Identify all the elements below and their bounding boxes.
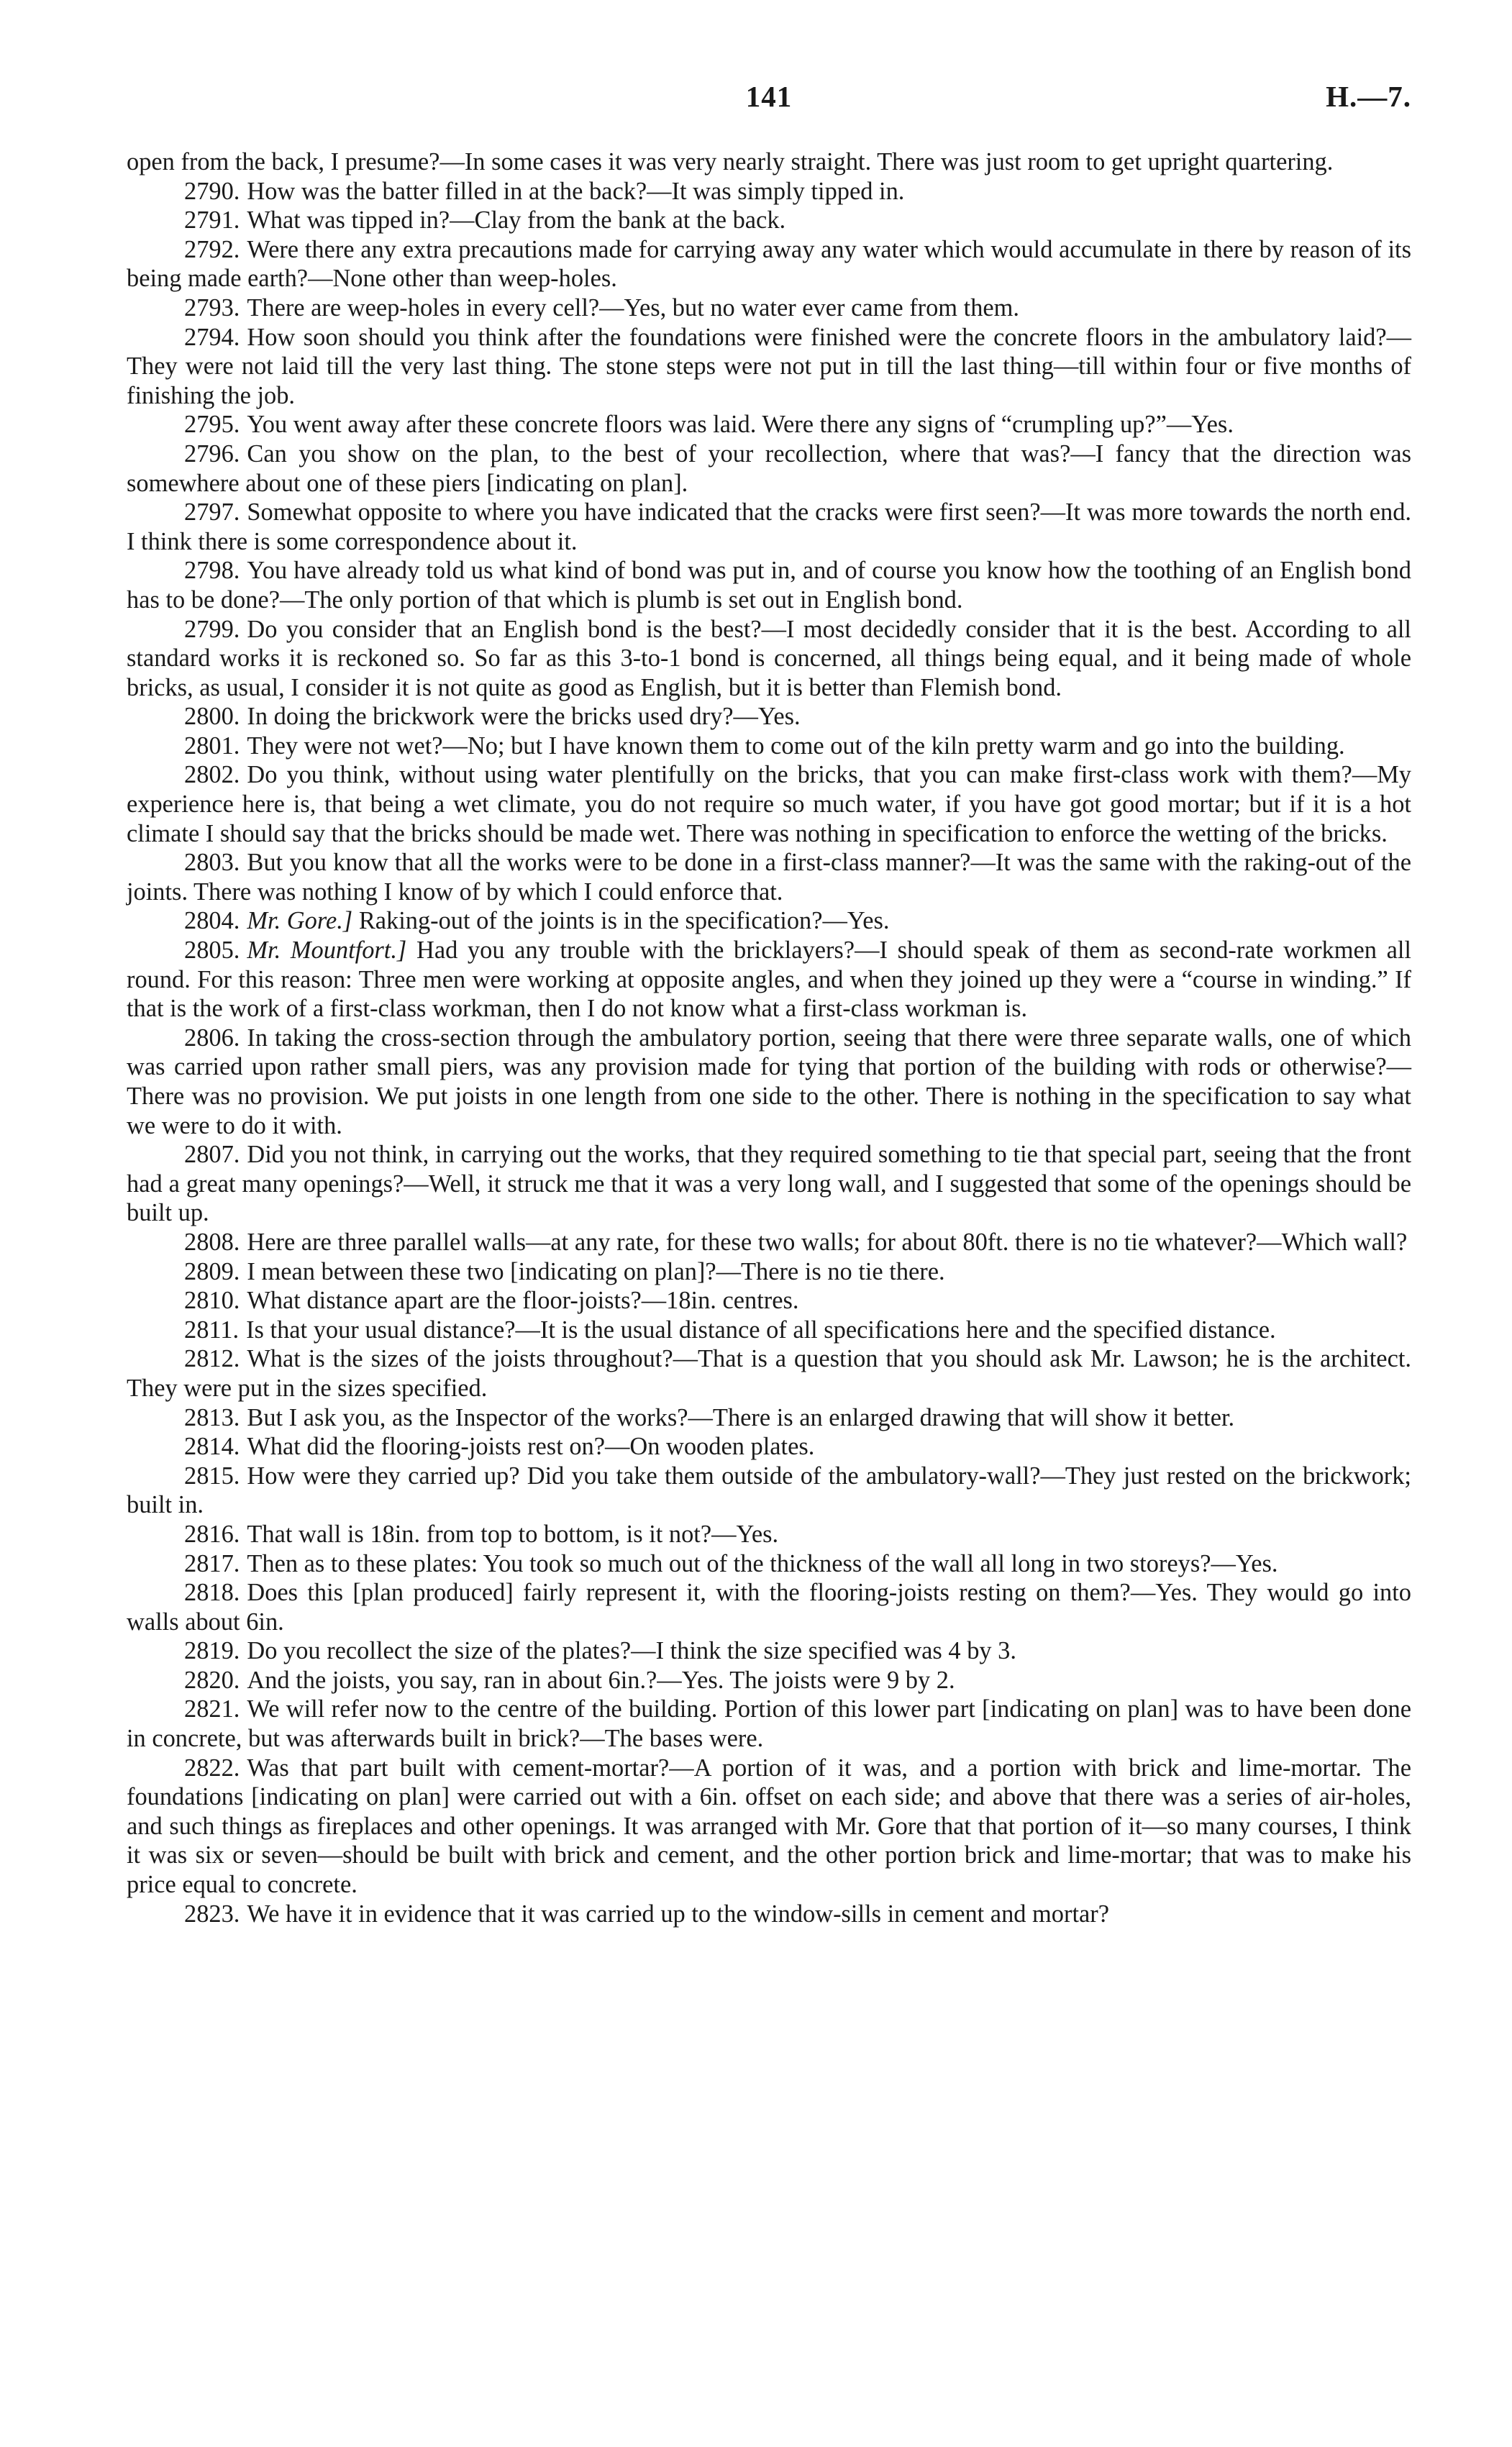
question-text: But you know that all the works were to be done in a first-class manner?—It was the same with the raking-out of the joints. There was nothing I know of by which I could enforce that. [127,849,1411,906]
question-text: And the joists, you say, ran in about 6in.?—Yes. The joists were 9 by 2. [247,1666,955,1694]
question-number: 2807. [184,1141,240,1169]
page-header [127,79,1411,122]
question-number: 2796. [184,439,240,468]
question-paragraph [127,906,1411,936]
question-paragraph [127,1549,1411,1579]
question-paragraph [127,1695,1411,1753]
question-number: 2810. [184,1287,240,1315]
question-number: 2792. [184,235,240,263]
question-text: But I ask you, as the Inspector of the works?—There is an enlarged drawing that will show it better. [247,1403,1235,1431]
question-text: Here are three parallel walls—at any rate, for these two walls; for about 80ft. there is no tie whatever?—Which wall? [247,1228,1408,1256]
question-number: 2801. [184,732,240,760]
speaker-label: Mr. Gore.] [247,907,353,935]
question-text: Somewhat opposite to where you have indicated that the cracks were first seen?—It was more towards the north end. I think there is some correspondence about it. [127,498,1411,555]
question-text: They were not wet?—No; but I have known them to come out of the kiln pretty warm and go into the building. [247,732,1345,760]
question-paragraph [127,1140,1411,1228]
question-text: Had you any trouble with the bricklayers?—I should speak of them as second-rate workmen all round. For this reason: Three men were working at opposite angles, and when they joined up they were a “course in winding.” If that is the work of a first-class workman, then I do not know what a first-class workman is. [127,937,1411,1023]
question-text: How were they carried up? Did you take them outside of the ambulatory-wall?—They just rested on the brickwork; built in. [127,1462,1411,1519]
question-paragraph [127,235,1411,293]
question-paragraph [127,498,1411,556]
question-number: 2808. [184,1228,240,1256]
question-text: Do you consider that an English bond is the best?—I most decidedly consider that it is the best. According to all standard works it is reckoned so. So far as this 3-to-1 bond is concerned, all things being equal, and it being made of whole bricks, as usual, I consider it is not quite as good as English, but it is better than Flemish bond. [127,615,1411,701]
speaker-label: Mr. Mountfort.] [247,937,407,965]
question-paragraph [127,936,1411,1024]
question-text: Were there any extra precautions made for carrying away any water which would accumulate in there by reason of its being made earth?—None other than weep-holes. [127,235,1411,293]
question-number: 2804. [184,907,240,935]
question-text: Do you think, without using water plentifully on the bricks, that you can make first-class work with them?—My experience here is, that being a wet climate, you do not require so much water, if you have got good mortar; but if it is a hot climate I should say that the bricks should be made wet. There was nothing in specification to enforce the wetting of the bricks. [127,761,1411,847]
question-paragraph [127,323,1411,411]
question-text: There are weep-holes in every cell?—Yes, but no water ever came from them. [247,293,1020,322]
question-paragraph [127,615,1411,703]
question-text: How soon should you think after the foundations were finished were the concrete floors in the ambulatory laid?—They were not laid till the very last thing. The stone steps were not put in till the last thing—till within four or five months of finishing the job. [127,323,1411,409]
question-paragraph [127,1024,1411,1140]
question-text: What is the sizes of the joists throughout?—That is a question that you should ask Mr. Lawson; he is the architect. They were put in the sizes specified. [127,1345,1411,1402]
evidence-transcript [127,147,1411,1928]
question-text: Then as to these plates: You took so much out of the thickness of the wall all long in two storeys?—Yes. [247,1549,1278,1577]
question-text: What distance apart are the floor-joists?—18in. centres. [247,1287,799,1315]
question-paragraph [127,1636,1411,1666]
question-text: I mean between these two [indicating on plan]?—There is no tie there. [247,1257,945,1285]
question-text: Raking-out of the joints is in the specification?—Yes. [358,907,890,935]
question-number: 2822. [184,1754,240,1782]
question-number: 2805. [184,937,240,965]
question-number: 2802. [184,761,240,789]
question-paragraph [127,293,1411,323]
question-text: That wall is 18in. from top to bottom, is it not?—Yes. [247,1520,779,1548]
question-number: 2809. [184,1257,240,1285]
question-text: You have already told us what kind of bond was put in, and of course you know how the toothing of an English bond has to be done?—The only portion of that which is plumb is set out in English bond. [127,557,1411,614]
question-paragraph [127,1754,1411,1900]
question-text: What did the flooring-joists rest on?—On wooden plates. [247,1433,815,1461]
question-number: 2819. [184,1637,240,1665]
question-paragraph [127,177,1411,206]
question-number: 2811. [184,1316,240,1344]
question-number: 2797. [184,498,240,527]
question-text: In doing the brickwork were the bricks used dry?—Yes. [247,703,801,731]
question-number: 2791. [184,206,240,234]
question-number: 2815. [184,1462,240,1490]
question-list [127,177,1411,1929]
question-text: Does this [plan produced] fairly represent it, with the flooring-joists resting on them?—Yes. They would go into walls about 6in. [127,1579,1411,1636]
question-paragraph [127,1344,1411,1403]
question-number: 2813. [184,1403,240,1431]
question-text: Do you recollect the size of the plates?—I think the size specified was 4 by 3. [247,1637,1016,1665]
question-number: 2823. [184,1900,240,1928]
question-paragraph [127,1666,1411,1695]
question-number: 2794. [184,323,240,351]
question-text: Was that part built with cement-mortar?—A portion of it was, and a portion with brick and lime-mortar. The foundations [indicating on plan] were carried out with a 6in. offset on each side; and above that there was a series of air-holes, and such things as fireplaces and other openings. It was arranged with Mr. Gore that that portion of it—so many courses, I think it was six or seven—should be built with brick and cement, and the other portion brick and lime-mortar; that was to make his price equal to concrete. [127,1754,1411,1899]
question-paragraph [127,556,1411,614]
question-paragraph [127,1316,1411,1345]
question-number: 2795. [184,411,240,439]
question-number: 2812. [184,1345,240,1373]
question-paragraph [127,1432,1411,1462]
question-paragraph [127,1286,1411,1316]
page-number: 141 [745,80,793,113]
question-paragraph [127,1900,1411,1929]
report-code: H.—7. [1326,80,1411,113]
question-number: 2818. [184,1579,240,1607]
question-paragraph [127,439,1411,498]
question-paragraph [127,1257,1411,1287]
question-paragraph [127,1462,1411,1520]
question-number: 2793. [184,293,240,322]
question-text: Did you not think, in carrying out the works, that they required something to tie that special part, seeing that the front had a great many openings?—Well, it struck me that it was a very long wall, and I suggested that some of the openings should be built up. [127,1141,1411,1227]
question-text: Is that your usual distance?—It is the usual distance of all specifications here and the specified distance. [246,1316,1276,1344]
question-paragraph [127,848,1411,906]
question-paragraph [127,1403,1411,1433]
question-text: How was the batter filled in at the back?—It was simply tipped in. [247,177,905,205]
question-number: 2806. [184,1024,240,1052]
question-text: We have it in evidence that it was carried up to the window-sills in cement and mortar? [247,1900,1109,1928]
opening-paragraph: open from the back, I presume?—In some cases it was very nearly straight. There was just room to get upright quartering. [127,148,1334,176]
question-text: What was tipped in?—Clay from the bank at the back. [247,206,786,234]
question-text: Can you show on the plan, to the best of your recollection, where that was?—I fancy that the direction was somewhere about one of these piers [indicating on plan]. [127,439,1411,497]
question-paragraph [127,1578,1411,1636]
question-number: 2800. [184,703,240,731]
question-paragraph [127,410,1411,439]
question-paragraph [127,1228,1411,1257]
question-text: You went away after these concrete floors was laid. Were there any signs of “crumpling up?”—Yes. [247,411,1234,439]
question-number: 2820. [184,1666,240,1694]
question-number: 2821. [184,1695,240,1723]
question-number: 2817. [184,1549,240,1577]
question-number: 2803. [184,849,240,877]
question-paragraph [127,732,1411,761]
question-paragraph [127,760,1411,848]
question-number: 2816. [184,1520,240,1548]
question-text: We will refer now to the centre of the building. Portion of this lower part [indicating on plan] was to have been done in concrete, but was afterwards built in brick?—The bases were. [127,1695,1411,1753]
question-paragraph [127,1520,1411,1549]
question-number: 2798. [184,557,240,585]
question-number: 2799. [184,615,240,643]
question-number: 2790. [184,177,240,205]
question-paragraph [127,702,1411,732]
question-text: In taking the cross-section through the ambulatory portion, seeing that there were three separate walls, one of which was carried upon rather small piers, was any provision made for tying that portion of the building with rods or otherwise?—There was no provision. We put joists in one length from one side to the other. There is nothing in the specification to say what we were to do it with. [127,1024,1411,1139]
question-paragraph [127,206,1411,235]
question-number: 2814. [184,1433,240,1461]
